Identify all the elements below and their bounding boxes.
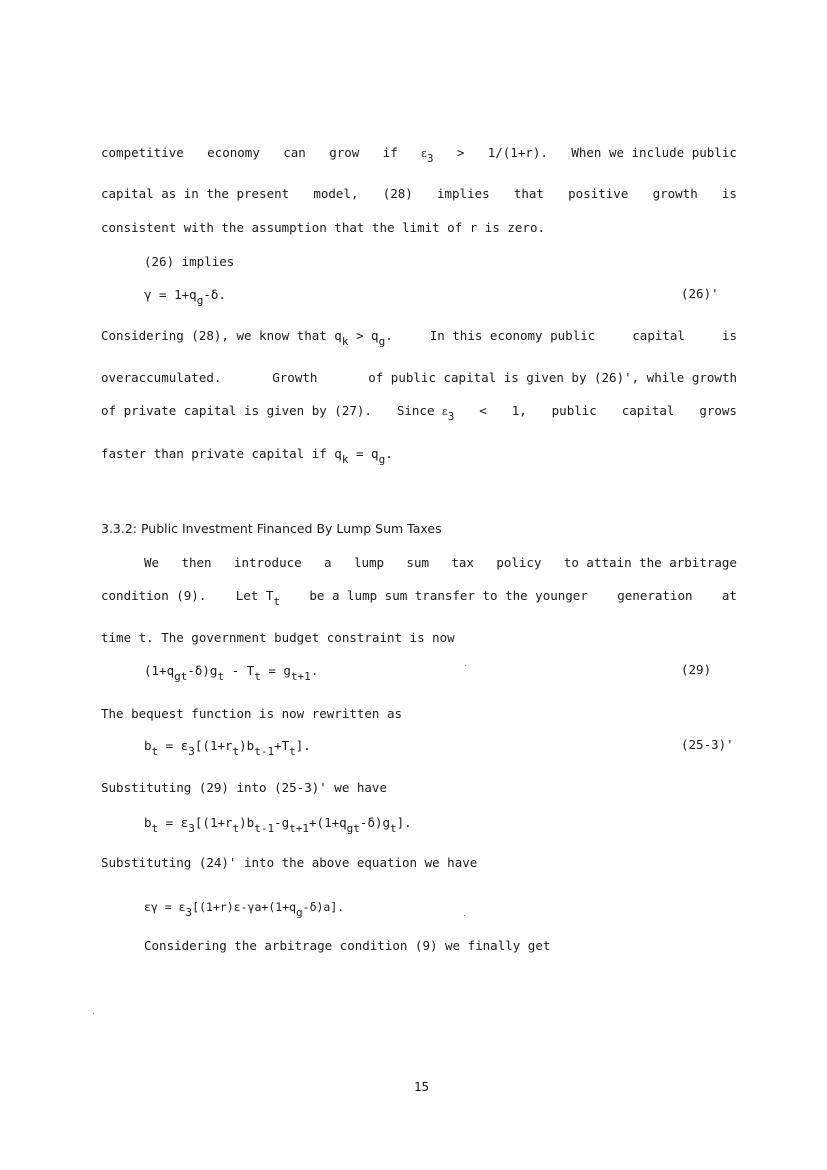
word: < [479,403,487,418]
eq-part: -δ)g [187,663,218,678]
eq-part: [(1+r)ε-γa+(1+q [192,900,297,914]
word: > [456,145,465,160]
eq-part: -δ)a]. [302,900,345,914]
subscript: t-1 [254,822,275,835]
subscript: t [390,822,397,835]
subscript: t [254,670,261,683]
epsilon-symbol: ε [442,405,448,418]
subscript: 3 [188,745,195,758]
word: lump [353,555,385,570]
word: (28) [382,186,413,201]
subscript: g [196,294,204,307]
subscript: gt [346,822,360,835]
text: faster than private capital if q [101,446,342,461]
word: of public capital is given by (26)', while growth [368,370,737,385]
text: = q [348,446,379,461]
epsilon-3 [421,147,434,165]
word: grows [699,403,737,418]
equation-substituted [144,815,412,835]
subscript: t [151,745,159,758]
word: positive [568,186,629,201]
paragraph-2-line-1 [101,328,737,348]
word: growth [652,186,698,201]
word: is [721,328,737,343]
paragraph-1-line-3: consistent with the assumption that the limit of r is zero. [101,220,546,235]
eq-part: - T [224,663,255,678]
eq-part: = g [260,663,291,678]
subscript: t [151,822,159,835]
word: Growth [272,370,318,385]
text: Since [396,403,435,418]
word: competitive [101,145,184,160]
subscript: g [378,453,386,466]
scan-speck [464,915,465,916]
word: 1/(1+r). [487,145,548,160]
subscript: k [341,335,349,348]
word: capital [632,328,685,343]
text: Let T [235,588,274,603]
subscript: 3 [188,822,195,835]
subscript: t+1 [290,670,311,683]
paragraph-2-line-3 [101,403,737,423]
word: implies [436,186,490,201]
eq-part: -g [274,815,290,830]
equation-number-26: (26)' [681,286,719,301]
paragraph-3-line-3: time t. The government budget constraint is now [101,630,455,645]
word: of private capital is given by (27). [101,403,372,418]
word: 1, [511,403,527,418]
subscript: k [341,453,349,466]
paragraph-2-line-4 [101,446,393,466]
eq-part: )b [239,738,255,753]
scan-speck [93,1013,94,1014]
subscript: t [289,745,296,758]
q-comparison [101,328,393,348]
paragraph-5: Substituting (29) into (25-3)' we have [101,780,387,795]
equation-final [144,900,345,919]
eq-part: ]. [295,738,311,753]
eq-part: ]. [396,815,412,830]
paragraph-3-line-1 [144,557,737,570]
subscript: 3 [447,410,455,423]
page-number: 15 [414,1079,430,1094]
word: capital as in the present [101,186,290,201]
epsilon-symbol: ε [421,147,427,160]
word: generation [617,588,693,603]
eq-part: . [310,663,319,678]
paragraph-6: Substituting (24)' into the above equation we have [101,855,478,870]
subscript: t [217,670,225,683]
scan-speck [465,665,466,666]
subscript: gt [174,670,188,683]
word: capital [621,403,675,418]
subscript: t+1 [289,822,310,835]
eq-part: [(1+r [194,738,233,753]
word: policy [496,555,542,570]
eq-part: -δ. [203,287,226,302]
word: to attain the arbitrage [563,555,737,570]
subscript: t [232,745,240,758]
word: public [551,403,597,418]
equation-number-25-3: (25-3)' [681,737,734,752]
subscript: t [232,822,240,835]
word: model, [313,186,359,201]
paragraph-1-line-1 [101,145,737,165]
paragraph-7: Considering the arbitrage condition (9) we finally get [144,938,551,953]
subscript: 3 [185,906,193,919]
subscript: t [273,595,281,608]
word: at [721,588,737,603]
equation-26 [144,287,226,307]
equation-number-29: (29) [681,662,712,677]
word: then [181,555,212,570]
subscript: g [296,906,303,919]
word: We [144,555,160,570]
eq-part: [(1+r [194,815,233,830]
word: overaccumulated. [101,370,222,385]
eq-part: b [144,738,152,753]
eq-part: -δ)g [359,815,391,830]
word: When we include public [571,145,737,160]
eq-part: +(1+q [309,815,347,830]
eq-part: γ = 1+q [144,287,197,302]
eq-part: = ε [158,815,189,830]
word: that [513,186,544,201]
word: is [721,186,737,201]
word: grow [329,145,360,160]
eq-part: εγ = ε [144,900,186,914]
let-T [235,588,281,608]
text: . [385,328,393,343]
text: . [385,446,393,461]
word: be a lump sum transfer to the younger [309,588,588,603]
eq-part: )b [239,815,255,830]
paragraph-3-line-2 [101,588,737,608]
word: condition (9). [101,588,207,603]
word: In this economy public [429,328,596,343]
word: a [324,555,332,570]
equation-25-3 [144,738,311,758]
word: can [283,145,306,160]
word: introduce [233,555,302,570]
eq26-intro: (26) implies [144,254,235,269]
subscript: g [378,335,386,348]
equation-29 [144,663,319,683]
word: sum [406,555,429,570]
paragraph-2-line-2 [101,372,737,385]
eq-part: (1+q [144,663,175,678]
section-heading: 3.3.2: Public Investment Financed By Lump Sum Taxes [101,521,442,536]
eq-part: +T [274,738,290,753]
subscript: t-1 [254,745,275,758]
text: Considering (28), we know that q [101,328,342,343]
eq-part: = ε [158,738,189,753]
word: if [382,145,398,160]
eq-part: b [144,815,152,830]
text: > q [348,328,379,343]
word: economy [207,145,260,160]
paragraph-4: The bequest function is now rewritten as [101,706,403,721]
paragraph-1-line-2 [101,188,737,201]
word: tax [451,555,474,570]
since-eps [396,403,455,423]
subscript: 3 [426,152,434,165]
